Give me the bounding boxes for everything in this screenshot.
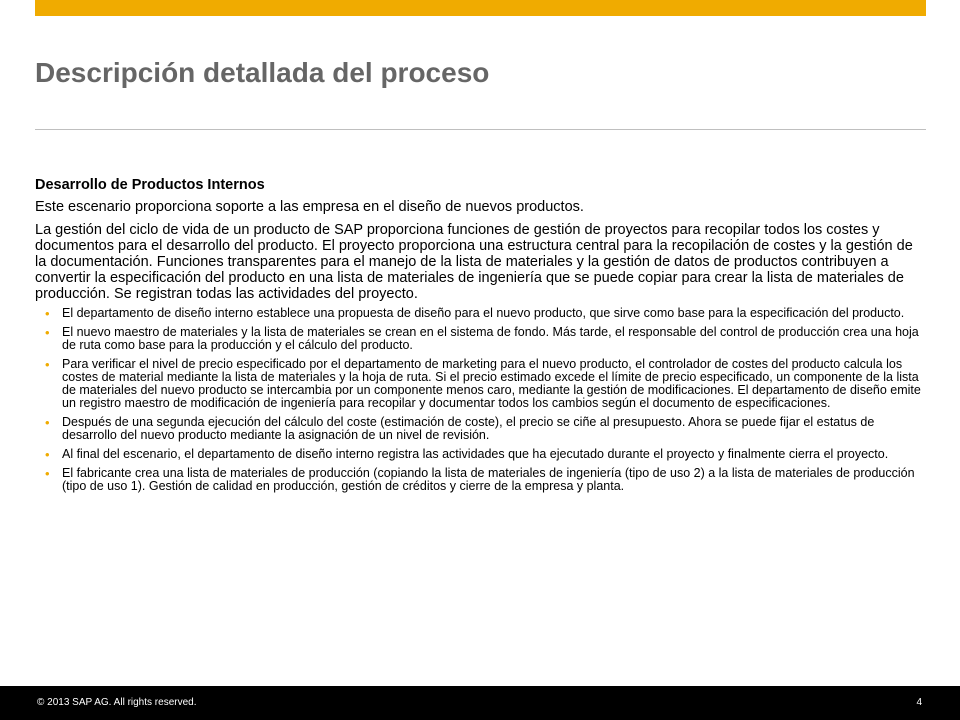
- section-heading: Desarrollo de Productos Internos: [35, 177, 265, 193]
- list-item: [45, 447, 926, 462]
- bullet-icon: •: [45, 306, 50, 321]
- list-item: [45, 306, 926, 321]
- bullet-text: Después de una segunda ejecución del cálculo del coste (estimación de coste), el precio se ciñe al presupuesto. Ahora se puede fijar el estatus de desarrollo del nuevo producto mediante la asignación de un nivel de revisión.: [62, 415, 875, 442]
- list-item: [45, 466, 926, 493]
- slide-content: [35, 176, 926, 499]
- bullet-text: Al final del escenario, el departamento de diseño interno registra las actividades que ha ejecutado durante el proyecto y finalmente cierra el proyecto.: [62, 447, 889, 461]
- copyright-text: © 2013 SAP AG. All rights reserved.: [37, 697, 197, 708]
- main-paragraph: La gestión del ciclo de vida de un producto de SAP proporciona funciones de gestión de proyectos para recopilar todos los costes y documentos para el desarrollo del producto. El proyecto proporciona una estructura central para la recopilación de costes y la gestión de la documentación. Funciones transparentes para el manejo de la lista de materiales y la gestión de datos de productos contribuyen a convertir la especificación del producto en una lista de materiales de ingeniería que se puede copiar para crear la lista de materiales de producción. Se registran todas las actividades del proyecto.: [35, 222, 913, 302]
- page-number: 4: [916, 697, 922, 708]
- list-item: [45, 357, 926, 410]
- bullet-text: El departamento de diseño interno establece una propuesta de diseño para el nuevo producto, que sirve como base para la especificación del producto.: [62, 306, 905, 320]
- title-divider: [35, 129, 926, 130]
- bullet-icon: •: [45, 325, 50, 340]
- bullet-icon: •: [45, 415, 50, 430]
- slide-title: Descripción detallada del proceso: [35, 57, 490, 88]
- bullet-list: [35, 307, 926, 493]
- intro-paragraph: Este escenario proporciona soporte a las empresa en el diseño de nuevos productos.: [35, 199, 584, 215]
- footer-bar: [0, 686, 960, 720]
- bullet-icon: •: [45, 357, 50, 372]
- bullet-icon: •: [45, 447, 50, 462]
- list-item: [45, 325, 926, 352]
- bullet-text: El nuevo maestro de materiales y la lista de materiales se crean en el sistema de fondo. Más tarde, el responsable del control de producción crea una hoja de ruta como base para la producción y el cálculo del producto.: [62, 325, 919, 352]
- top-accent-bar: [35, 0, 926, 16]
- list-item: [45, 415, 926, 442]
- bullet-text: Para verificar el nivel de precio especificado por el departamento de marketing para el nuevo producto, el controlador de costes del producto calcula los costes de material mediante la lista de materiales y la hoja de ruta. Si el precio estimado excede el límite de precio especificado, un componente de la lista de materiales del nuevo producto se intercambia por un componente menos caro, mediante la gestión de modificaciones. El departamento de diseño emite un registro maestro de modificación de ingeniería para recopilar y documentar todos los cambios según el documento de especificaciones.: [62, 357, 921, 410]
- bullet-text: El fabricante crea una lista de materiales de producción (copiando la lista de materiales de ingeniería (tipo de uso 2) a la lista de materiales de producción (tipo de uso 1). Gestión de calidad en producción, gestión de créditos y cierre de la empresa y planta.: [62, 466, 915, 493]
- bullet-icon: •: [45, 466, 50, 481]
